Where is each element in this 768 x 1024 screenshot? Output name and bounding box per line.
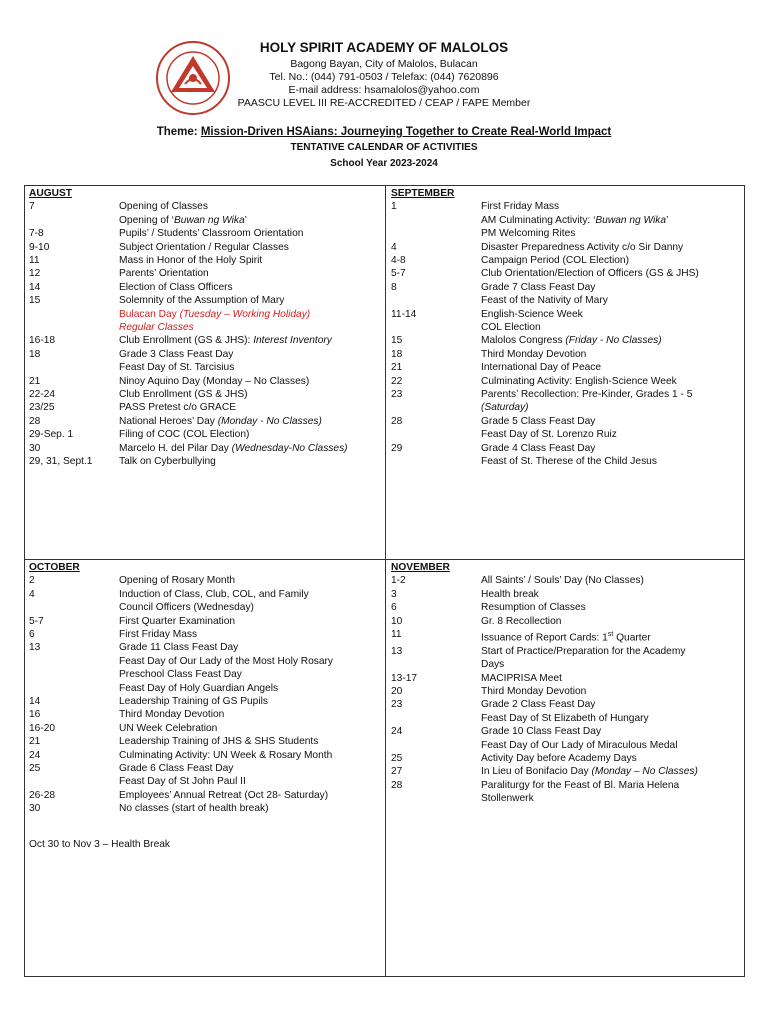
health-break-note: Oct 30 to Nov 3 – Health Break bbox=[29, 838, 170, 850]
row-event: Feast Day of Holy Guardian Angels bbox=[119, 682, 279, 694]
row-date: 21 bbox=[29, 736, 41, 748]
calendar-row bbox=[29, 695, 381, 708]
row-event: Resumption of Classes bbox=[481, 602, 586, 614]
row-event: Parents’ Orientation bbox=[119, 268, 209, 280]
row-event: Culminating Activity: UN Week & Rosary Month bbox=[119, 749, 333, 761]
row-date: 1 bbox=[391, 201, 397, 213]
calendar-row bbox=[391, 672, 743, 685]
row-date: 30 bbox=[29, 442, 41, 454]
calendar-row bbox=[391, 779, 743, 792]
row-date: 6 bbox=[391, 602, 397, 614]
row-event: Employees’ Annual Retreat (Oct 28- Saturday) bbox=[119, 789, 329, 801]
row-date: 2 bbox=[29, 575, 35, 587]
row-date: 22 bbox=[391, 375, 403, 387]
row-event: Preschool Class Feast Day bbox=[119, 669, 242, 681]
calendar-row bbox=[29, 254, 381, 267]
row-event: Grade 10 Class Feast Day bbox=[481, 726, 602, 738]
row-date: 11 bbox=[391, 629, 402, 641]
calendar-row bbox=[29, 388, 381, 401]
row-date: 10 bbox=[391, 615, 403, 627]
row-date bbox=[391, 294, 481, 307]
theme-label: Theme: bbox=[156, 126, 201, 138]
row-event: International Day of Peace bbox=[481, 362, 602, 374]
row-event: Leadership Training of GS Pupils bbox=[119, 696, 268, 708]
row-event: First Friday Mass bbox=[481, 201, 560, 213]
row-date: 7-8 bbox=[29, 228, 44, 240]
row-event: Parents’ Recollection: Pre-Kinder, Grades 1 - 5 bbox=[481, 389, 693, 401]
row-event: Talk on Cyberbullying bbox=[119, 456, 216, 468]
calendar-row bbox=[391, 658, 743, 671]
row-event: Health break bbox=[481, 588, 539, 600]
row-event: Opening of ‘Buwan ng Wika’ bbox=[119, 214, 247, 226]
row-event: Activity Day before Academy Days bbox=[481, 753, 637, 765]
accreditation: PAASCU LEVEL III RE-ACCREDITED / CEAP / FAPE Member bbox=[237, 97, 531, 109]
row-date: 16-20 bbox=[29, 722, 56, 734]
calendar-row bbox=[29, 281, 381, 294]
calendar-row bbox=[29, 334, 381, 347]
calendar-row bbox=[391, 615, 743, 628]
september-list bbox=[391, 200, 743, 468]
row-event: Mass in Honor of the Holy Spirit bbox=[119, 255, 263, 267]
row-date: 9-10 bbox=[29, 241, 50, 253]
august-section bbox=[29, 187, 381, 469]
calendar-row bbox=[391, 375, 743, 388]
calendar-row bbox=[29, 361, 381, 374]
calendar-row bbox=[391, 214, 743, 227]
row-date: 6 bbox=[29, 629, 35, 641]
row-date bbox=[29, 601, 119, 614]
row-date bbox=[391, 321, 481, 334]
row-date bbox=[391, 227, 481, 240]
row-date bbox=[391, 712, 481, 725]
calendar-row bbox=[391, 645, 743, 658]
row-event: Solemnity of the Assumption of Mary bbox=[119, 295, 285, 307]
row-date: 4 bbox=[391, 241, 397, 253]
school-email: E-mail address: hsamalolos@yahoo.com bbox=[288, 84, 480, 96]
row-event: UN Week Celebration bbox=[119, 722, 218, 734]
calendar-title: TENTATIVE CALENDAR OF ACTIVITIES bbox=[290, 142, 478, 153]
calendar-row bbox=[391, 321, 743, 334]
august-list bbox=[29, 200, 381, 468]
calendar-row bbox=[391, 361, 743, 374]
calendar-row bbox=[29, 775, 381, 788]
calendar-row bbox=[391, 442, 743, 455]
row-event: Pupils’ / Students’ Classroom Orientation bbox=[119, 228, 304, 240]
row-event: Disaster Preparedness Activity c/o Sir Danny bbox=[481, 241, 684, 253]
row-event: Marcelo H. del Pilar Day (Wednesday-No Classes) bbox=[119, 442, 348, 454]
calendar-row bbox=[391, 712, 743, 725]
row-event: Culminating Activity: English-Science Week bbox=[481, 375, 677, 387]
calendar-row bbox=[29, 200, 381, 213]
row-event: Gr. 8 Recollection bbox=[481, 615, 562, 627]
row-event: Subject Orientation / Regular Classes bbox=[119, 241, 289, 253]
row-event: Grade 11 Class Feast Day bbox=[119, 642, 239, 654]
row-event: COL Election bbox=[481, 322, 541, 334]
row-date: 13 bbox=[391, 645, 403, 657]
row-date: 15 bbox=[391, 335, 403, 347]
calendar-row bbox=[29, 415, 381, 428]
row-event: Grade 7 Class Feast Day bbox=[481, 281, 596, 293]
row-event: (Saturday) bbox=[481, 402, 529, 414]
row-date: 11-14 bbox=[391, 308, 417, 320]
row-date: 26-28 bbox=[29, 789, 56, 801]
calendar-row bbox=[29, 308, 381, 321]
calendar-row bbox=[391, 455, 743, 468]
row-date: 1-2 bbox=[391, 575, 406, 587]
row-date bbox=[391, 455, 481, 468]
calendar-row bbox=[29, 655, 381, 668]
row-event: Club Orientation/Election of Officers (GS & JHS) bbox=[481, 268, 699, 280]
calendar-row bbox=[29, 574, 381, 587]
row-event: Campaign Period (COL Election) bbox=[481, 255, 629, 267]
row-event: Opening of Rosary Month bbox=[119, 575, 236, 587]
calendar-row bbox=[391, 294, 743, 307]
row-date: 23 bbox=[391, 699, 403, 711]
row-date: 22-24 bbox=[29, 389, 56, 401]
calendar-grid bbox=[24, 185, 745, 977]
calendar-row bbox=[29, 442, 381, 455]
row-date bbox=[391, 214, 481, 227]
row-event: Stollenwerk bbox=[481, 793, 534, 805]
row-date: 29-Sep. 1 bbox=[29, 429, 74, 441]
calendar-row bbox=[391, 574, 743, 587]
row-event: Grade 4 Class Feast Day bbox=[481, 442, 596, 454]
row-date: 30 bbox=[29, 803, 41, 815]
row-date: 23/25 bbox=[29, 402, 55, 414]
row-date: 5-7 bbox=[391, 268, 406, 280]
calendar-row bbox=[29, 601, 381, 614]
october-section bbox=[29, 561, 381, 851]
row-date: 29, 31, Sept.1 bbox=[29, 456, 93, 468]
row-date: 11 bbox=[29, 255, 40, 267]
letterhead bbox=[0, 0, 768, 180]
row-date: 14 bbox=[29, 696, 41, 708]
calendar-row bbox=[29, 428, 381, 441]
row-date bbox=[29, 682, 119, 695]
calendar-row bbox=[29, 227, 381, 240]
school-year: School Year 2023-2024 bbox=[330, 158, 438, 169]
row-date: 25 bbox=[391, 753, 403, 765]
row-event: Third Monday Devotion bbox=[481, 686, 587, 698]
row-date: 21 bbox=[29, 375, 41, 387]
row-date: 28 bbox=[391, 415, 403, 427]
row-event: Feast Day of Our Lady of the Most Holy Rosary bbox=[119, 655, 334, 667]
calendar-row bbox=[391, 267, 743, 280]
calendar-row bbox=[29, 241, 381, 254]
calendar-row bbox=[29, 267, 381, 280]
calendar-row bbox=[391, 227, 743, 240]
row-date: 25 bbox=[29, 763, 41, 775]
november-section bbox=[391, 561, 743, 806]
school-phone: Tel. No.: (044) 791-0503 / Telefax: (044) 7620896 bbox=[269, 71, 499, 83]
calendar-row bbox=[29, 615, 381, 628]
row-event: Days bbox=[481, 659, 505, 671]
calendar-row bbox=[391, 698, 743, 711]
month-title: NOVEMBER bbox=[391, 562, 450, 573]
row-date: 16-18 bbox=[29, 335, 56, 347]
calendar-row bbox=[391, 752, 743, 765]
row-date bbox=[29, 668, 119, 681]
calendar-row bbox=[391, 254, 743, 267]
row-date: 28 bbox=[29, 415, 41, 427]
row-divider bbox=[25, 559, 744, 560]
calendar-row bbox=[391, 628, 743, 645]
calendar-row bbox=[29, 668, 381, 681]
calendar-row bbox=[29, 735, 381, 748]
row-event: Grade 6 Class Feast Day bbox=[119, 763, 234, 775]
row-date: 3 bbox=[391, 588, 397, 600]
row-event: PASS Pretest c/o GRACE bbox=[119, 402, 237, 414]
row-date: 7 bbox=[29, 201, 35, 213]
row-event: Feast Day of Our Lady of Miraculous Medal bbox=[481, 739, 678, 751]
calendar-row bbox=[391, 588, 743, 601]
calendar-row bbox=[29, 375, 381, 388]
calendar-row bbox=[391, 348, 743, 361]
september-section bbox=[391, 187, 743, 469]
row-event: Regular Classes bbox=[119, 322, 194, 334]
row-date: 18 bbox=[29, 348, 41, 360]
row-event: MACIPRISA Meet bbox=[481, 672, 562, 684]
row-event: No classes (start of health break) bbox=[119, 803, 269, 815]
row-event: Club Enrollment (GS & JHS): Interest Inventory bbox=[119, 335, 332, 347]
calendar-row bbox=[391, 281, 743, 294]
row-event: Feast of the Nativity of Mary bbox=[481, 295, 608, 307]
row-date: 24 bbox=[391, 726, 403, 738]
november-list bbox=[391, 574, 743, 805]
row-event: Feast Day of St Elizabeth of Hungary bbox=[481, 712, 649, 724]
row-date: 20 bbox=[391, 686, 403, 698]
calendar-row bbox=[29, 749, 381, 762]
calendar-row bbox=[391, 388, 743, 401]
row-date: 5-7 bbox=[29, 615, 44, 627]
calendar-row bbox=[29, 401, 381, 414]
row-event: Induction of Class, Club, COL, and Family bbox=[119, 588, 309, 600]
month-title: OCTOBER bbox=[29, 562, 80, 573]
row-date: 14 bbox=[29, 281, 41, 293]
calendar-row bbox=[391, 241, 743, 254]
school-name: HOLY SPIRIT ACADEMY OF MALOLOS bbox=[259, 40, 509, 55]
calendar-row bbox=[391, 334, 743, 347]
row-date bbox=[29, 321, 119, 334]
row-event: First Quarter Examination bbox=[119, 615, 236, 627]
month-title: AUGUST bbox=[29, 188, 73, 199]
row-event: Third Monday Devotion bbox=[119, 709, 225, 721]
row-date: 21 bbox=[391, 362, 403, 374]
calendar-row bbox=[29, 214, 381, 227]
calendar-row bbox=[29, 641, 381, 654]
month-title: SEPTEMBER bbox=[391, 188, 455, 199]
calendar-row bbox=[391, 685, 743, 698]
row-date bbox=[391, 401, 481, 414]
row-event: In Lieu of Bonifacio Day (Monday – No Classes) bbox=[481, 766, 698, 778]
row-event: Start of Practice/Preparation for the Academy bbox=[481, 645, 686, 657]
row-date: 16 bbox=[29, 709, 41, 721]
row-event: Third Monday Devotion bbox=[481, 348, 587, 360]
row-event: All Saints’ / Souls’ Day (No Classes) bbox=[481, 575, 644, 587]
row-date bbox=[29, 361, 119, 374]
row-event: Grade 2 Class Feast Day bbox=[481, 699, 596, 711]
calendar-row bbox=[391, 765, 743, 778]
calendar-row bbox=[29, 762, 381, 775]
row-date bbox=[29, 308, 119, 321]
row-date bbox=[391, 428, 481, 441]
calendar-row bbox=[29, 802, 381, 815]
row-date: 27 bbox=[391, 766, 403, 778]
calendar-row bbox=[391, 601, 743, 614]
row-date: 8 bbox=[391, 281, 397, 293]
row-date bbox=[391, 739, 481, 752]
school-address: Bagong Bayan, City of Malolos, Bulacan bbox=[290, 58, 478, 70]
row-event: Feast of St. Therese of the Child Jesus bbox=[481, 456, 657, 468]
theme-text: Mission-Driven HSAians: Journeying Together to Create Real-World Impact bbox=[200, 126, 612, 138]
row-event: National Heroes’ Day (Monday - No Classes) bbox=[119, 415, 322, 427]
calendar-row bbox=[391, 792, 743, 805]
calendar-row bbox=[29, 321, 381, 334]
row-event: PM Welcoming Rites bbox=[481, 228, 576, 240]
calendar-row bbox=[391, 415, 743, 428]
row-event: Issuance of Report Cards: 1st Quarter bbox=[481, 631, 651, 644]
calendar-row bbox=[29, 722, 381, 735]
column-divider bbox=[385, 186, 386, 976]
row-date: 18 bbox=[391, 348, 403, 360]
calendar-row bbox=[29, 348, 381, 361]
row-date: 29 bbox=[391, 442, 403, 454]
row-event: Malolos Congress (Friday - No Classes) bbox=[481, 335, 662, 347]
row-date bbox=[391, 792, 481, 805]
calendar-row bbox=[29, 455, 381, 468]
row-event: AM Culminating Activity: ‘Buwan ng Wika’ bbox=[481, 214, 669, 226]
october-list bbox=[29, 574, 381, 815]
row-event: Feast Day of St. Lorenzo Ruiz bbox=[481, 429, 617, 441]
row-event: Paraliturgy for the Feast of Bl. Maria Helena bbox=[481, 779, 680, 791]
row-date bbox=[391, 658, 481, 671]
row-date: 4 bbox=[29, 588, 35, 600]
calendar-row bbox=[391, 725, 743, 738]
theme-line bbox=[0, 126, 768, 138]
row-event: Grade 3 Class Feast Day bbox=[119, 348, 234, 360]
calendar-row bbox=[391, 200, 743, 213]
row-event: Feast Day of St. Tarcisius bbox=[119, 362, 235, 374]
row-date bbox=[29, 775, 119, 788]
row-event: Ninoy Aquino Day (Monday – No Classes) bbox=[119, 375, 310, 387]
row-event: Bulacan Day (Tuesday – Working Holiday) bbox=[119, 308, 311, 320]
calendar-row bbox=[391, 401, 743, 414]
row-date: 28 bbox=[391, 779, 403, 791]
row-date: 23 bbox=[391, 389, 403, 401]
row-date bbox=[29, 214, 119, 227]
calendar-row bbox=[391, 739, 743, 752]
row-date bbox=[29, 655, 119, 668]
row-event: Election of Class Officers bbox=[119, 281, 233, 293]
row-event: Feast Day of St John Paul II bbox=[119, 776, 246, 788]
row-date: 4-8 bbox=[391, 255, 406, 267]
row-date: 13 bbox=[29, 642, 41, 654]
calendar-row bbox=[29, 628, 381, 641]
row-event: First Friday Mass bbox=[119, 629, 198, 641]
calendar-row bbox=[29, 588, 381, 601]
row-event: Club Enrollment (GS & JHS) bbox=[119, 389, 248, 401]
row-event: Opening of Classes bbox=[119, 201, 208, 213]
calendar-row bbox=[391, 428, 743, 441]
calendar-row bbox=[29, 708, 381, 721]
row-event: Leadership Training of JHS & SHS Students bbox=[119, 736, 319, 748]
row-date: 15 bbox=[29, 295, 41, 307]
calendar-row bbox=[391, 308, 743, 321]
calendar-row bbox=[29, 294, 381, 307]
row-date: 13-17 bbox=[391, 672, 418, 684]
row-event: Grade 5 Class Feast Day bbox=[481, 415, 596, 427]
row-event: Council Officers (Wednesday) bbox=[119, 602, 254, 614]
row-event: English-Science Week bbox=[481, 308, 583, 320]
row-event: Filing of COC (COL Election) bbox=[119, 429, 250, 441]
row-date: 24 bbox=[29, 749, 41, 761]
calendar-row bbox=[29, 682, 381, 695]
calendar-row bbox=[29, 789, 381, 802]
row-date: 12 bbox=[29, 268, 41, 280]
